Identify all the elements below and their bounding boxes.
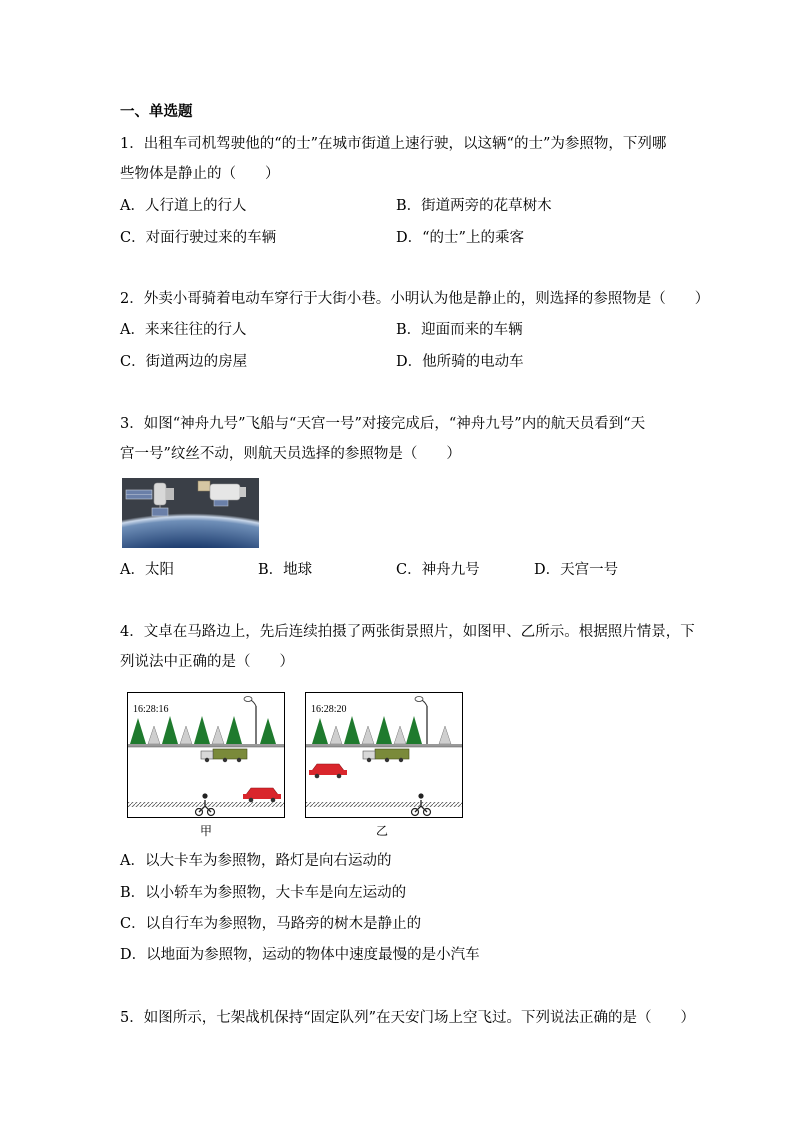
q3-option-c[interactable]: C．神舟九号: [396, 562, 480, 578]
panel-jia-caption: 甲: [200, 824, 213, 838]
q5-stem-line-1: 5．如图所示，七架战机保持“固定队列”在天安门场上空飞过。下列说法正确的是（ ）: [120, 1010, 696, 1026]
q2-stem-line-1: 2．外卖小哥骑着电动车穿行于大街小巷。小明认为他是静止的，则选择的参照物是（ ）: [120, 291, 710, 307]
q1-stem-line-1: 1．出租车司机驾驶他的“的士”在城市街道上速行驶，以这辆“的士”为参照物，下列哪: [120, 136, 667, 152]
q4-option-b[interactable]: B．以小轿车为参照物，大卡车是向左运动的: [120, 885, 407, 901]
q4-option-d[interactable]: D．以地面为参照物，运动的物体中速度最慢的是小汽车: [120, 947, 480, 963]
q4-option-a[interactable]: A．以大卡车为参照物，路灯是向右运动的: [120, 853, 392, 869]
q1-option-d[interactable]: D．“的士”上的乘客: [396, 230, 524, 246]
q3-option-d[interactable]: D．天宫一号: [534, 562, 619, 578]
panel-jia-time: 16:28:16: [133, 704, 169, 715]
panel-yi-time: 16:28:20: [311, 704, 347, 715]
q1-option-a[interactable]: A．人行道上的行人: [120, 198, 247, 214]
section-title: 一、单选题: [120, 104, 193, 120]
truck: [201, 749, 247, 762]
q2-option-d[interactable]: D．他所骑的电动车: [396, 354, 524, 370]
q1-stem-line-2: 些物体是静止的（ ）: [120, 166, 280, 182]
q4-stem-line-2: 列说法中正确的是（ ）: [120, 654, 294, 670]
q4-stem-line-1: 4．文卓在马路边上，先后连续拍摄了两张街景照片，如图甲、乙所示。根据照片情景，下: [120, 624, 695, 640]
q3-option-b[interactable]: B．地球: [258, 562, 313, 578]
q1-option-b[interactable]: B．街道两旁的花草树木: [396, 198, 552, 214]
spacecraft-docking-image: [122, 478, 259, 548]
street-photo-yi: [305, 692, 463, 818]
q1-option-c[interactable]: C．对面行驶过来的车辆: [120, 230, 277, 246]
q2-option-c[interactable]: C．街道两边的房屋: [120, 354, 248, 370]
q4-option-c[interactable]: C．以自行车为参照物，马路旁的树木是静止的: [120, 916, 422, 932]
street-photo-jia: [127, 692, 285, 818]
q3-stem-line-1: 3．如图“神舟九号”飞船与“天宫一号”对接完成后，“神舟九号”内的航天员看到“天: [120, 416, 646, 432]
q2-option-b[interactable]: B．迎面而来的车辆: [396, 322, 523, 338]
q2-option-a[interactable]: A．来来往往的行人: [120, 322, 247, 338]
panel-yi-caption: 乙: [376, 824, 389, 838]
q3-option-a[interactable]: A．太阳: [120, 562, 174, 578]
q3-stem-line-2: 宫一号”纹丝不动，则航天员选择的参照物是（ ）: [120, 446, 461, 462]
